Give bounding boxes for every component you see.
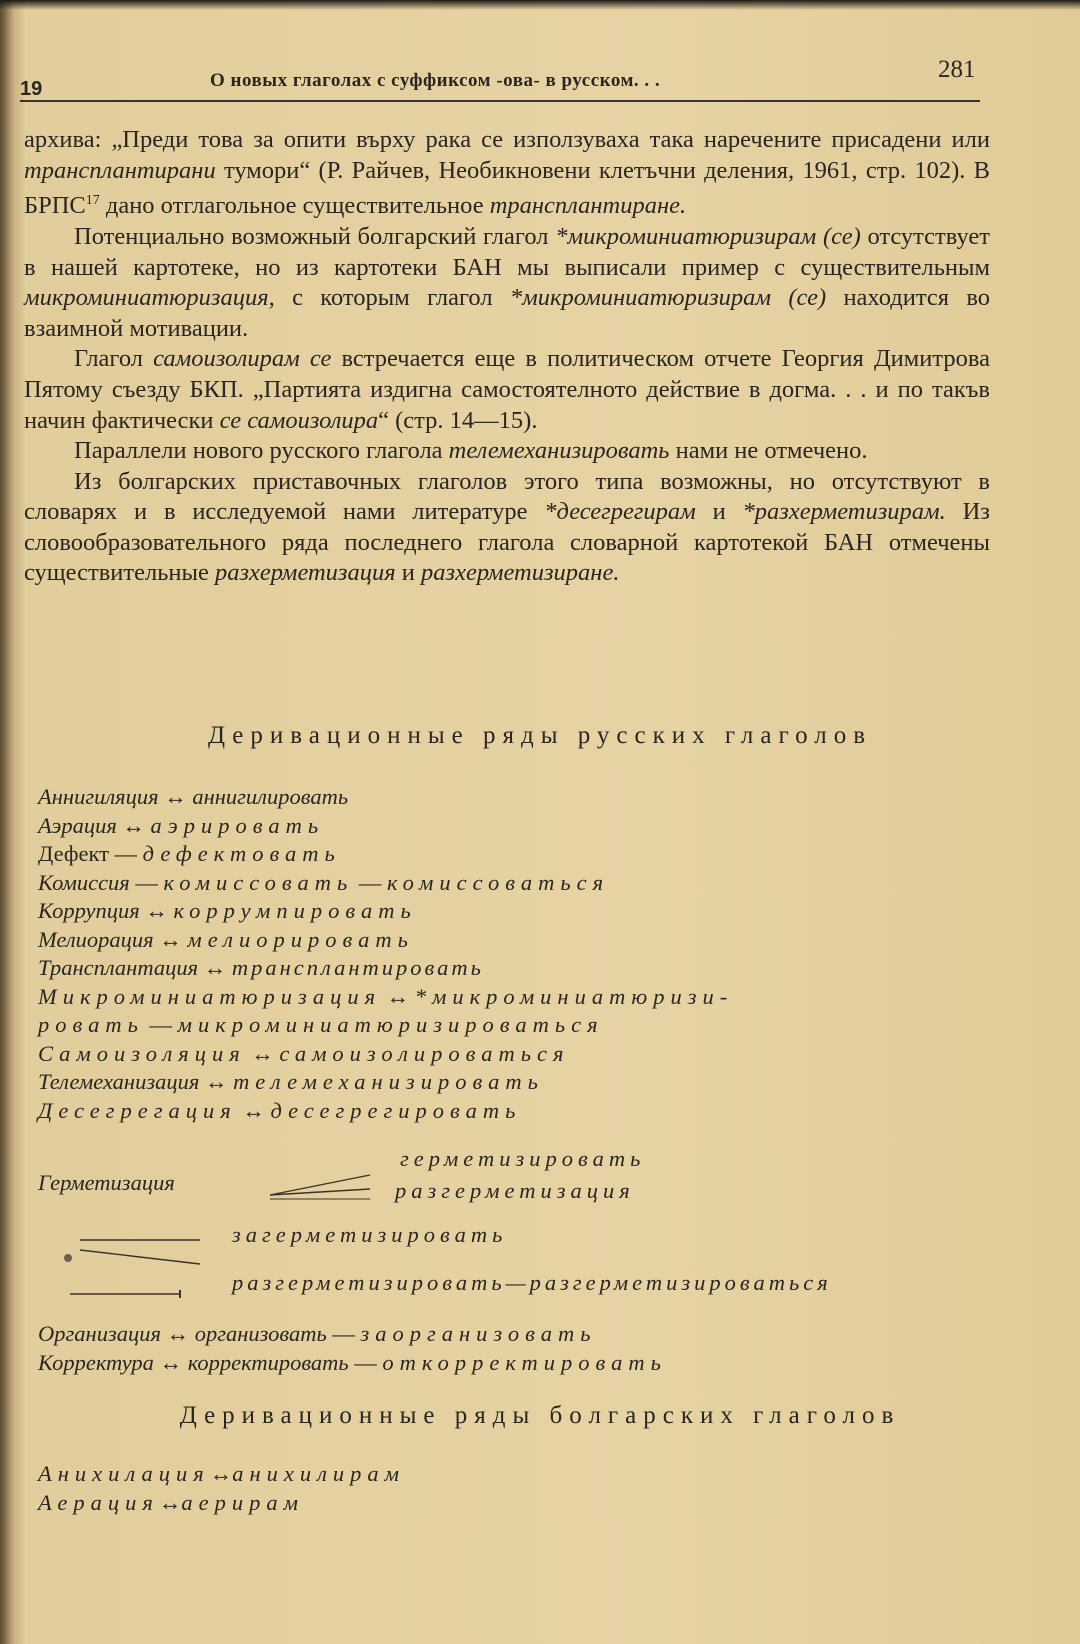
paragraph-3: Глагол самоизолирам се встречается еще в политическом отчете Георгия Димитрова Пятому съезду БКП. „Партията издигна самостоятелното действие в догма. . . и по такъв начин фактически се самоизолира“ (стр. 14—15). xyxy=(24,345,991,434)
body-text xyxy=(24,125,990,589)
hermetic-top: герметизировать xyxy=(400,1146,646,1171)
list-item: Коррупция ↔ коррумпировать xyxy=(38,898,417,923)
hermetic-branch-lines xyxy=(260,1165,390,1205)
hermetic-subbranch-lines xyxy=(60,1226,230,1306)
list-item: Комиссия — комиссовать — комиссоваться xyxy=(38,869,610,895)
scan-edge-shadow xyxy=(0,0,1080,10)
list-item: Мелиорация ↔ мелиорировать xyxy=(38,926,414,952)
header-rule xyxy=(20,100,980,102)
paragraph-4: Параллели нового русского глагола телемеханизировать нами не отмечено. xyxy=(74,437,868,465)
bulgarian-section-title: Деривационные ряды болгарских глаголов xyxy=(179,1402,901,1429)
page-number: 281 xyxy=(938,56,976,83)
list-item: Десегрегация ↔ десегрегировать xyxy=(38,1097,522,1123)
list-item: Трансплантация ↔ трансплантировать xyxy=(38,955,484,980)
hermetic-root: Герметизация xyxy=(38,1170,175,1195)
paragraph-1: архива: „Преди това за опити върху рака се използуваха така наречените присадени или трансплантирани тумори“ (Р. Райчев, Необикновени клетъчни деления, 1961, стр. 102). В БРПС$^{17}$ дано отглагольное существительное трансплантиране. xyxy=(24,126,990,220)
list-item: Микроминиатюризация ↔ *микроминиатюризи- xyxy=(38,983,734,1009)
running-header xyxy=(20,56,980,100)
russian-section-title: Деривационные ряды русских глаголов xyxy=(207,722,873,749)
hermetic-mid: разгерметизация xyxy=(395,1178,635,1203)
left-page-number: 19 xyxy=(20,78,43,100)
bulgarian-derivation-list xyxy=(38,1460,1028,1517)
list-item: Корректура ↔ корректировать — откорректировать xyxy=(38,1349,667,1375)
russian-derivation-list xyxy=(38,783,1028,1125)
list-item: Анихилация↔анихилирам xyxy=(38,1461,406,1486)
list-item: Аэрация ↔ аэрировать xyxy=(38,812,325,838)
paragraph-2: Потенциально возможный болгарский глагол *микроминиатюризирам (се) отсутствует в нашей картотеке, но из картотеки БАН мы выписали пример с существительным микроминиатюризация, с которым глагол *микроминиатюризирам (се) находится во взаимной мотивации. xyxy=(24,222,991,342)
running-title: О новых глаголах с суффиксом -ова- в русском. . . xyxy=(210,70,661,91)
list-item: Телемеханизация ↔ телемеханизировать xyxy=(38,1069,544,1094)
russian-derivation-list-2 xyxy=(38,1320,1028,1377)
list-item: Дефект — дефектовать xyxy=(38,841,341,866)
list-item: Аннигиляция ↔ аннигилировать xyxy=(38,784,349,809)
hermetic-branch-2: разгерметизировать—разгерметизироваться xyxy=(232,1270,832,1295)
list-item: ровать — микроминиатюризироваться xyxy=(38,1012,604,1037)
footnote-ref: 17 xyxy=(85,193,100,209)
stain-mark xyxy=(64,1254,72,1262)
list-item: Аерация↔аерирам xyxy=(38,1489,304,1515)
list-item: Самоизоляция ↔ самоизолироваться xyxy=(38,1040,570,1066)
list-item: Организация ↔ организовать — заорганизовать xyxy=(38,1321,597,1346)
paragraph-5: Из болгарских приставочных глаголов этого типа возможны, но отсутствуют в словарях и в исследуемой нами литературе *десегрегирам и *разхерметизирам. Из словообразовательного ряда последнего глагола словарной картотекой БАН отмечены существительные разхерметизация и разхерметизиране. xyxy=(24,467,990,587)
hermetic-branch-1: загерметизировать xyxy=(232,1222,508,1247)
